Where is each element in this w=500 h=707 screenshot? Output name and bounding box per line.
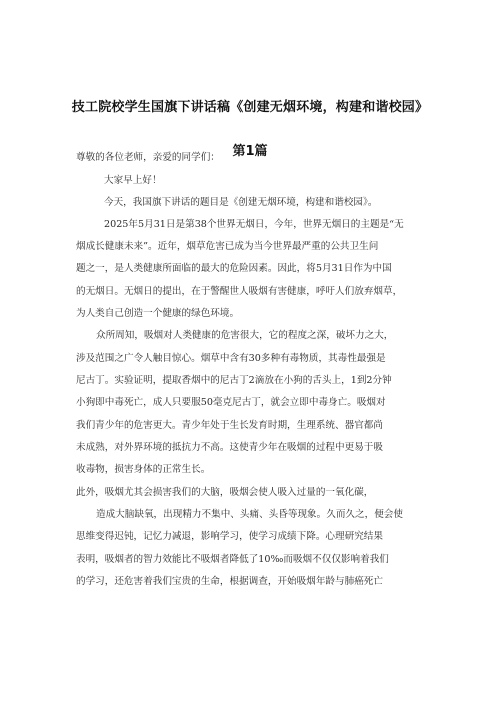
paragraph-line: 小狗即中毒死亡，成人只要服50毫克尼古丁，就会立即中毒身亡。吸烟对 <box>76 397 386 408</box>
chapter-heading: 第1篇 <box>232 144 268 159</box>
paragraph-line: 烟成长健康未来”。近年，烟草危害已成为当今世界最严重的公共卫生问 <box>76 241 379 252</box>
paragraph-line: 的学习，还危害着我们宝贵的生命，根据调查，开始吸烟年龄与肺癌死亡 <box>76 576 383 587</box>
paragraph-line: 我们青少年的危害更大。青少年处于生长发育时期，生理系统、器官都尚 <box>76 420 383 431</box>
paragraph-line: 的无烟日。无烟日的提出，在于警醒世人吸烟有害健康，呼吁人们放弃烟草， <box>76 286 403 297</box>
paragraph-line: 尼古丁。实验证明，提取香烟中的尼古丁2滴放在小狗的舌头上，1到2分钟 <box>76 375 392 386</box>
paragraph-line: 众所周知，吸烟对人类健康的危害很大，它的程度之深，破坏力之大， <box>96 330 394 341</box>
paragraph-line: 未成熟，对外界环境的抵抗力不高。这使青少年在吸烟的过程中更易于吸 <box>76 442 383 453</box>
paragraph-line: 为人类自己创造一个健康的绿色环境。 <box>76 308 240 319</box>
paragraph-line: 今天，我国旗下讲话的题目是《创建无烟环境，构建和谐校园》。 <box>104 197 378 208</box>
paragraph-line: 大家早上好！ <box>104 175 162 186</box>
paragraph-line: 题之一，是人类健康所面临的最大的危险因素。因此，将5月31日作为中国 <box>76 263 392 274</box>
paragraph-line: 2025年5月31日是第38个世界无烟日，今年，世界无烟日的主题是“无 <box>104 219 404 230</box>
document-title: 技工院校学生国旗下讲话稿《创建无烟环境，构建和谐校园》 <box>71 100 429 115</box>
paragraph-line: 涉及范围之广令人触目惊心。烟草中含有30多种有毒物质，其毒性最强是 <box>76 353 386 364</box>
paragraph-line: 此外，吸烟尤其会损害我们的大脑，吸烟会使人吸入过量的一氧化碳， <box>76 487 374 498</box>
paragraph-line: 表明，吸烟者的智力效能比不吸烟者降低了10‰而吸烟不仅仅影响着我们 <box>76 554 389 565</box>
paragraph-line: 收毒物，损害身体的正常生长。 <box>76 464 211 475</box>
paragraph-line: 造成大脑缺氧，出现精力不集中、头痛、头昏等现象。久而久之，便会使 <box>96 509 403 520</box>
paragraph-line: 思维变得迟钝，记忆力减退，影响学习，使学习成绩下降。心理研究结果 <box>76 531 383 542</box>
salutation: 尊敬的各位老师，亲爱的同学们： <box>76 152 220 163</box>
